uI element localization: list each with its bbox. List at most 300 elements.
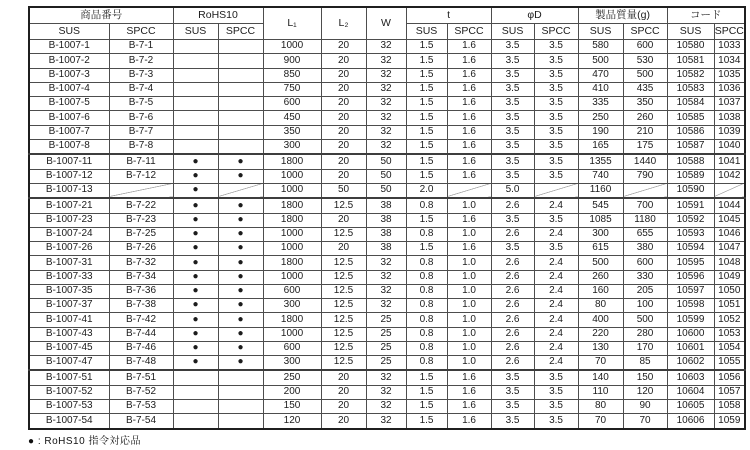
- t-spcc-cell: 1.0: [447, 256, 491, 270]
- product-no-sus-cell: B-1007-2: [29, 54, 109, 68]
- l1-cell: 1800: [263, 313, 321, 327]
- w-cell: 38: [366, 213, 406, 227]
- dia-spcc-cell: 2.4: [534, 356, 578, 371]
- l2-cell: 12.5: [321, 327, 366, 341]
- code-sus-cell: 10605: [667, 400, 714, 414]
- rohs-spcc-cell: [218, 97, 263, 111]
- weight-sus-cell: 80: [578, 400, 623, 414]
- weight-sus-cell: 500: [578, 54, 623, 68]
- code-spcc-cell: 1058: [714, 400, 745, 414]
- table-row: [29, 82, 745, 96]
- rohs-spcc-cell: [218, 400, 263, 414]
- l1-cell: 1000: [263, 270, 321, 284]
- table-header: [29, 7, 745, 40]
- rohs-spcc-cell: [218, 111, 263, 125]
- dia-spcc-cell: 2.4: [534, 327, 578, 341]
- code-sus-cell: 10586: [667, 125, 714, 139]
- product-no-sus-cell: B-1007-51: [29, 370, 109, 385]
- rohs-sus-cell: [173, 139, 218, 154]
- l2-cell: 20: [321, 414, 366, 429]
- weight-spcc-cell: 85: [623, 356, 667, 371]
- t-spcc-cell: 1.6: [447, 40, 491, 54]
- rohs-sus-cell: [173, 414, 218, 429]
- dia-sus-cell: 2.6: [491, 356, 534, 371]
- code-sus-cell: 10581: [667, 54, 714, 68]
- w-cell: 25: [366, 327, 406, 341]
- dia-sus-cell: 3.5: [491, 154, 534, 169]
- code-sus-cell: 10591: [667, 198, 714, 213]
- table-row: [29, 125, 745, 139]
- weight-spcc-cell: 100: [623, 299, 667, 313]
- product-no-spcc-cell: B-7-42: [109, 313, 173, 327]
- t-sus-cell: 0.8: [406, 299, 447, 313]
- product-no-sus-cell: B-1007-7: [29, 125, 109, 139]
- sub-header-d-spcc: SPCC: [534, 24, 578, 40]
- l2-cell: 20: [321, 400, 366, 414]
- dia-sus-cell: 3.5: [491, 125, 534, 139]
- weight-spcc-cell: 1180: [623, 213, 667, 227]
- weight-sus-cell: 580: [578, 40, 623, 54]
- w-cell: 32: [366, 414, 406, 429]
- rohs-compliant-dot-icon: ●: [218, 313, 263, 327]
- t-sus-cell: 0.8: [406, 256, 447, 270]
- t-spcc-cell: 1.6: [447, 414, 491, 429]
- w-cell: 32: [366, 82, 406, 96]
- dia-sus-cell: 5.0: [491, 183, 534, 198]
- code-spcc-cell: 1034: [714, 54, 745, 68]
- sub-header-weight-sus: SUS: [578, 24, 623, 40]
- t-sus-cell: 1.5: [406, 242, 447, 256]
- dia-sus-cell: 2.6: [491, 284, 534, 298]
- rohs-compliant-dot-icon: ●: [218, 356, 263, 371]
- weight-spcc-cell: 1440: [623, 154, 667, 169]
- t-spcc-cell: 1.6: [447, 169, 491, 183]
- l2-cell: 20: [321, 385, 366, 399]
- weight-spcc-cell: 210: [623, 125, 667, 139]
- rohs-compliant-dot-icon: ●: [218, 284, 263, 298]
- rohs-compliant-dot-icon: ●: [173, 154, 218, 169]
- l1-cell: 1000: [263, 40, 321, 54]
- table-row: [29, 198, 745, 213]
- code-sus-cell: 10606: [667, 414, 714, 429]
- code-spcc-cell: 1054: [714, 341, 745, 355]
- weight-sus-cell: 80: [578, 299, 623, 313]
- w-cell: 50: [366, 169, 406, 183]
- t-sus-cell: 1.5: [406, 385, 447, 399]
- l1-cell: 120: [263, 414, 321, 429]
- product-no-sus-cell: B-1007-53: [29, 400, 109, 414]
- code-sus-cell: 10589: [667, 169, 714, 183]
- sub-header-rohs-spcc: SPCC: [218, 24, 263, 40]
- product-no-sus-cell: B-1007-24: [29, 227, 109, 241]
- rohs-compliant-dot-icon: ●: [173, 341, 218, 355]
- t-sus-cell: 1.5: [406, 125, 447, 139]
- rohs-compliant-dot-icon: ●: [218, 256, 263, 270]
- rohs-spcc-cell: [218, 183, 263, 198]
- weight-sus-cell: 70: [578, 356, 623, 371]
- rohs-spcc-cell: [218, 139, 263, 154]
- weight-spcc-cell: 90: [623, 400, 667, 414]
- code-spcc-cell: 1044: [714, 198, 745, 213]
- weight-spcc-cell: 655: [623, 227, 667, 241]
- code-spcc-cell: 1036: [714, 82, 745, 96]
- product-no-sus-cell: B-1007-1: [29, 40, 109, 54]
- dia-sus-cell: 3.5: [491, 40, 534, 54]
- rohs-compliant-dot-icon: ●: [218, 341, 263, 355]
- l1-cell: 1000: [263, 227, 321, 241]
- product-no-sus-cell: B-1007-23: [29, 213, 109, 227]
- dia-sus-cell: 3.5: [491, 169, 534, 183]
- w-cell: 38: [366, 242, 406, 256]
- product-no-sus-cell: B-1007-6: [29, 111, 109, 125]
- dia-sus-cell: 2.6: [491, 227, 534, 241]
- l2-cell: 20: [321, 97, 366, 111]
- weight-sus-cell: 160: [578, 284, 623, 298]
- dia-spcc-cell: 2.4: [534, 313, 578, 327]
- rohs-sus-cell: [173, 111, 218, 125]
- rohs-sus-cell: [173, 400, 218, 414]
- sub-header-weight-spcc: SPCC: [623, 24, 667, 40]
- code-spcc-cell: 1048: [714, 256, 745, 270]
- product-no-spcc-cell: B-7-7: [109, 125, 173, 139]
- t-spcc-cell: 1.6: [447, 385, 491, 399]
- rohs-compliant-dot-icon: ●: [173, 313, 218, 327]
- code-sus-cell: 10585: [667, 111, 714, 125]
- code-spcc-cell: 1049: [714, 270, 745, 284]
- code-spcc-cell: 1039: [714, 125, 745, 139]
- code-sus-cell: 10592: [667, 213, 714, 227]
- l1-cell: 300: [263, 299, 321, 313]
- l2-cell: 12.5: [321, 256, 366, 270]
- product-no-spcc-cell: B-7-2: [109, 54, 173, 68]
- rohs-spcc-cell: [218, 370, 263, 385]
- rohs-spcc-cell: [218, 385, 263, 399]
- product-no-sus-cell: B-1007-21: [29, 198, 109, 213]
- weight-spcc-cell: 120: [623, 385, 667, 399]
- weight-spcc-cell: 600: [623, 40, 667, 54]
- code-sus-cell: 10600: [667, 327, 714, 341]
- col-header-phi-d: φD: [491, 7, 578, 24]
- product-no-spcc-cell: B-7-26: [109, 242, 173, 256]
- code-spcc-cell: 1051: [714, 299, 745, 313]
- sub-header-rohs-sus: SUS: [173, 24, 218, 40]
- table-row: [29, 242, 745, 256]
- dia-spcc-cell: 3.5: [534, 54, 578, 68]
- rohs-compliant-dot-icon: ●: [173, 183, 218, 198]
- dia-sus-cell: 3.5: [491, 111, 534, 125]
- table-row: [29, 256, 745, 270]
- table-row: [29, 68, 745, 82]
- dia-spcc-cell: 3.5: [534, 139, 578, 154]
- code-sus-cell: 10596: [667, 270, 714, 284]
- weight-spcc-cell: 170: [623, 341, 667, 355]
- t-spcc-cell: 1.6: [447, 111, 491, 125]
- weight-sus-cell: 300: [578, 227, 623, 241]
- weight-sus-cell: 740: [578, 169, 623, 183]
- weight-spcc-cell: 175: [623, 139, 667, 154]
- t-sus-cell: 1.5: [406, 111, 447, 125]
- dia-sus-cell: 3.5: [491, 54, 534, 68]
- l1-cell: 150: [263, 400, 321, 414]
- rohs-spcc-cell: [218, 82, 263, 96]
- table-body: [29, 40, 745, 430]
- table-row: [29, 270, 745, 284]
- dia-sus-cell: 3.5: [491, 370, 534, 385]
- code-spcc-cell: 1050: [714, 284, 745, 298]
- weight-spcc-cell: 350: [623, 97, 667, 111]
- t-spcc-cell: 1.6: [447, 154, 491, 169]
- weight-sus-cell: 220: [578, 327, 623, 341]
- w-cell: 25: [366, 313, 406, 327]
- l2-cell: 12.5: [321, 341, 366, 355]
- product-no-sus-cell: B-1007-54: [29, 414, 109, 429]
- l2-cell: 20: [321, 139, 366, 154]
- product-no-spcc-cell: B-7-8: [109, 139, 173, 154]
- t-sus-cell: 1.5: [406, 370, 447, 385]
- table-row: [29, 385, 745, 399]
- dia-sus-cell: 2.6: [491, 299, 534, 313]
- w-cell: 32: [366, 400, 406, 414]
- l2-cell: 20: [321, 111, 366, 125]
- product-no-spcc-cell: B-7-46: [109, 341, 173, 355]
- table-row: [29, 370, 745, 385]
- t-sus-cell: 1.5: [406, 54, 447, 68]
- t-sus-cell: 0.8: [406, 356, 447, 371]
- product-no-spcc-cell: B-7-34: [109, 270, 173, 284]
- table-row: [29, 139, 745, 154]
- dia-spcc-cell: 3.5: [534, 68, 578, 82]
- code-spcc-cell: 1047: [714, 242, 745, 256]
- dia-spcc-cell: 2.4: [534, 227, 578, 241]
- table-row: [29, 40, 745, 54]
- t-spcc-cell: 1.6: [447, 82, 491, 96]
- dia-spcc-cell: 3.5: [534, 111, 578, 125]
- product-no-sus-cell: B-1007-43: [29, 327, 109, 341]
- code-sus-cell: 10604: [667, 385, 714, 399]
- rohs-sus-cell: [173, 97, 218, 111]
- l2-cell: 20: [321, 213, 366, 227]
- weight-spcc-cell: 280: [623, 327, 667, 341]
- table-row: [29, 414, 745, 429]
- product-no-spcc-cell: B-7-36: [109, 284, 173, 298]
- sub-header-code-spcc: SPCC: [714, 24, 745, 40]
- product-no-spcc-cell: B-7-1: [109, 40, 173, 54]
- product-no-sus-cell: B-1007-8: [29, 139, 109, 154]
- weight-sus-cell: 500: [578, 256, 623, 270]
- t-spcc-cell: 1.0: [447, 284, 491, 298]
- table-row: [29, 97, 745, 111]
- t-spcc-cell: 1.0: [447, 299, 491, 313]
- sub-header-d-sus: SUS: [491, 24, 534, 40]
- weight-sus-cell: 1355: [578, 154, 623, 169]
- l2-cell: 12.5: [321, 198, 366, 213]
- t-sus-cell: 1.5: [406, 68, 447, 82]
- col-header-l1: L₁: [263, 7, 321, 40]
- t-sus-cell: 0.8: [406, 227, 447, 241]
- t-sus-cell: 1.5: [406, 97, 447, 111]
- t-sus-cell: 0.8: [406, 284, 447, 298]
- l1-cell: 750: [263, 82, 321, 96]
- sub-header-product-sus: SUS: [29, 24, 109, 40]
- w-cell: 32: [366, 111, 406, 125]
- weight-spcc-cell: 205: [623, 284, 667, 298]
- weight-sus-cell: 335: [578, 97, 623, 111]
- dia-spcc-cell: [534, 183, 578, 198]
- code-sus-cell: 10598: [667, 299, 714, 313]
- l1-cell: 1000: [263, 242, 321, 256]
- table-row: [29, 111, 745, 125]
- weight-spcc-cell: 500: [623, 313, 667, 327]
- l2-cell: 12.5: [321, 227, 366, 241]
- weight-spcc-cell: 500: [623, 68, 667, 82]
- dia-spcc-cell: 2.4: [534, 284, 578, 298]
- l1-cell: 1000: [263, 183, 321, 198]
- product-no-spcc-cell: [109, 183, 173, 198]
- rohs-spcc-cell: [218, 125, 263, 139]
- t-sus-cell: 0.8: [406, 313, 447, 327]
- weight-sus-cell: 140: [578, 370, 623, 385]
- t-spcc-cell: 1.0: [447, 270, 491, 284]
- code-sus-cell: 10593: [667, 227, 714, 241]
- table-row: [29, 341, 745, 355]
- rohs-compliant-dot-icon: ●: [173, 227, 218, 241]
- weight-spcc-cell: 700: [623, 198, 667, 213]
- t-sus-cell: 0.8: [406, 341, 447, 355]
- product-no-sus-cell: B-1007-11: [29, 154, 109, 169]
- l1-cell: 600: [263, 341, 321, 355]
- l2-cell: 20: [321, 242, 366, 256]
- w-cell: 32: [366, 270, 406, 284]
- weight-spcc-cell: 70: [623, 414, 667, 429]
- w-cell: 32: [366, 385, 406, 399]
- weight-spcc-cell: 260: [623, 111, 667, 125]
- rohs-spcc-cell: [218, 40, 263, 54]
- weight-spcc-cell: [623, 183, 667, 198]
- table-row: [29, 356, 745, 371]
- l1-cell: 900: [263, 54, 321, 68]
- l2-cell: 20: [321, 68, 366, 82]
- l2-cell: 12.5: [321, 356, 366, 371]
- product-no-sus-cell: B-1007-47: [29, 356, 109, 371]
- code-spcc-cell: 1057: [714, 385, 745, 399]
- rohs-compliant-dot-icon: ●: [218, 270, 263, 284]
- dia-spcc-cell: 3.5: [534, 400, 578, 414]
- product-no-sus-cell: B-1007-35: [29, 284, 109, 298]
- rohs-sus-cell: [173, 40, 218, 54]
- product-no-spcc-cell: B-7-25: [109, 227, 173, 241]
- w-cell: 32: [366, 284, 406, 298]
- dia-sus-cell: 2.6: [491, 198, 534, 213]
- weight-spcc-cell: 330: [623, 270, 667, 284]
- rohs-sus-cell: [173, 82, 218, 96]
- rohs-compliant-dot-icon: ●: [218, 227, 263, 241]
- col-header-w: W: [366, 7, 406, 40]
- l1-cell: 250: [263, 370, 321, 385]
- dia-spcc-cell: 2.4: [534, 341, 578, 355]
- product-no-spcc-cell: B-7-12: [109, 169, 173, 183]
- rohs-compliant-dot-icon: ●: [173, 284, 218, 298]
- weight-spcc-cell: 530: [623, 54, 667, 68]
- rohs-sus-cell: [173, 385, 218, 399]
- weight-spcc-cell: 380: [623, 242, 667, 256]
- weight-sus-cell: 130: [578, 341, 623, 355]
- code-sus-cell: 10595: [667, 256, 714, 270]
- dia-sus-cell: 3.5: [491, 400, 534, 414]
- l1-cell: 300: [263, 356, 321, 371]
- weight-sus-cell: 165: [578, 139, 623, 154]
- rohs-compliant-dot-icon: ●: [218, 213, 263, 227]
- rohs-compliant-dot-icon: ●: [173, 198, 218, 213]
- rohs-sus-cell: [173, 370, 218, 385]
- weight-sus-cell: 400: [578, 313, 623, 327]
- l1-cell: 850: [263, 68, 321, 82]
- l2-cell: 20: [321, 40, 366, 54]
- product-no-spcc-cell: B-7-48: [109, 356, 173, 371]
- code-sus-cell: 10582: [667, 68, 714, 82]
- rohs-compliant-dot-icon: ●: [218, 299, 263, 313]
- table-row: [29, 183, 745, 198]
- rohs-compliant-dot-icon: ●: [218, 327, 263, 341]
- w-cell: 50: [366, 154, 406, 169]
- product-no-sus-cell: B-1007-12: [29, 169, 109, 183]
- sub-header-t-spcc: SPCC: [447, 24, 491, 40]
- rohs-compliant-dot-icon: ●: [173, 169, 218, 183]
- rohs-compliant-dot-icon: ●: [218, 154, 263, 169]
- product-no-spcc-cell: B-7-52: [109, 385, 173, 399]
- rohs-compliant-dot-icon: ●: [173, 356, 218, 371]
- t-spcc-cell: 1.6: [447, 54, 491, 68]
- dia-spcc-cell: 3.5: [534, 40, 578, 54]
- dia-sus-cell: 2.6: [491, 270, 534, 284]
- code-sus-cell: 10603: [667, 370, 714, 385]
- code-spcc-cell: 1056: [714, 370, 745, 385]
- w-cell: 25: [366, 356, 406, 371]
- product-no-spcc-cell: B-7-5: [109, 97, 173, 111]
- code-sus-cell: 10590: [667, 183, 714, 198]
- table-row: [29, 284, 745, 298]
- t-spcc-cell: 1.6: [447, 139, 491, 154]
- dia-spcc-cell: 3.5: [534, 125, 578, 139]
- t-sus-cell: 1.5: [406, 213, 447, 227]
- t-sus-cell: 1.5: [406, 40, 447, 54]
- weight-spcc-cell: 435: [623, 82, 667, 96]
- code-spcc-cell: 1041: [714, 154, 745, 169]
- t-sus-cell: 0.8: [406, 270, 447, 284]
- table-row: [29, 299, 745, 313]
- weight-sus-cell: 615: [578, 242, 623, 256]
- l1-cell: 1800: [263, 256, 321, 270]
- w-cell: 32: [366, 97, 406, 111]
- dia-spcc-cell: 3.5: [534, 97, 578, 111]
- product-no-sus-cell: B-1007-3: [29, 68, 109, 82]
- weight-spcc-cell: 600: [623, 256, 667, 270]
- product-no-sus-cell: B-1007-33: [29, 270, 109, 284]
- t-sus-cell: 1.5: [406, 139, 447, 154]
- w-cell: 32: [366, 299, 406, 313]
- rohs-spcc-cell: [218, 54, 263, 68]
- product-no-spcc-cell: B-7-38: [109, 299, 173, 313]
- col-header-product-no: 商品番号: [29, 7, 173, 24]
- code-spcc-cell: 1052: [714, 313, 745, 327]
- dia-spcc-cell: 3.5: [534, 242, 578, 256]
- t-sus-cell: 0.8: [406, 198, 447, 213]
- code-sus-cell: 10583: [667, 82, 714, 96]
- sub-header-t-sus: SUS: [406, 24, 447, 40]
- col-header-weight: 製品質量(g): [578, 7, 667, 24]
- w-cell: 32: [366, 125, 406, 139]
- col-header-t: t: [406, 7, 491, 24]
- rohs-sus-cell: [173, 54, 218, 68]
